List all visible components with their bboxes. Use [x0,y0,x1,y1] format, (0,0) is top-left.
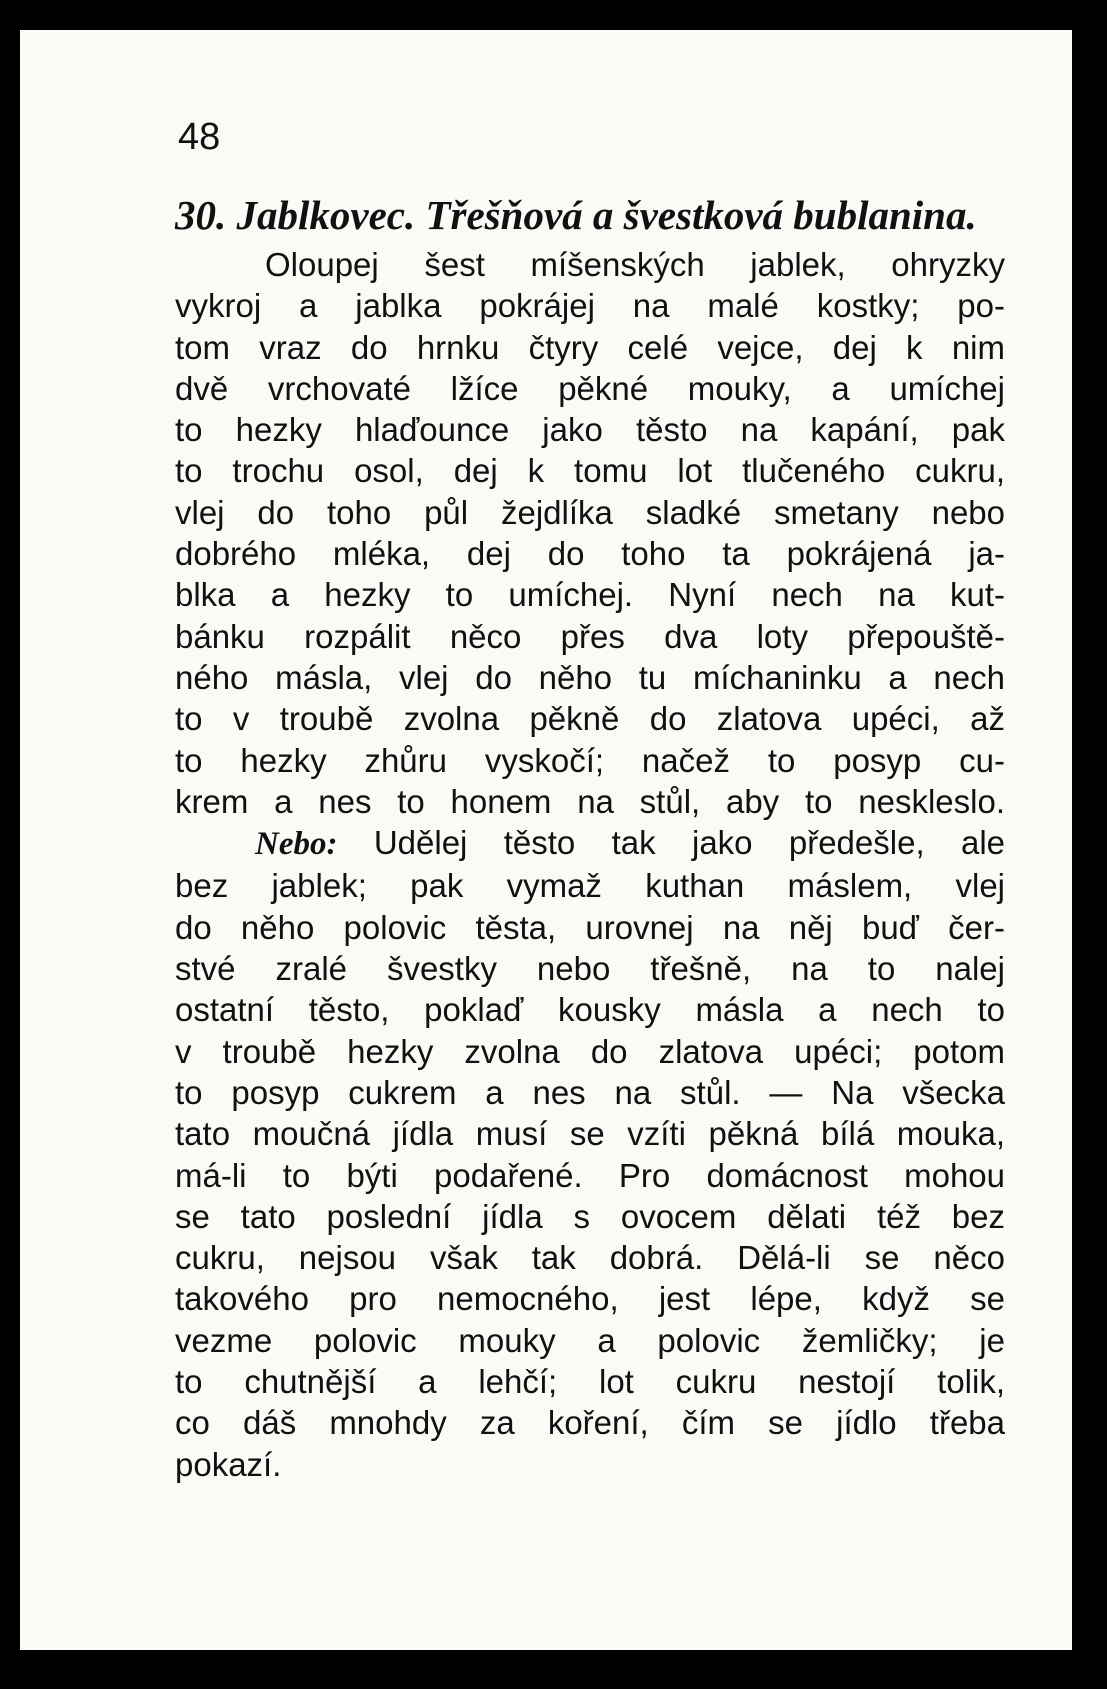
text-line: Oloupej šest míšenských jablek, ohryzky [265,246,1005,283]
text-line: krem a nes to honem na stůl, aby to neskleslo. [175,782,1005,820]
text-line: stvé zralé švestky nebo třešně, na to nalej [175,950,1005,988]
text-line: blka a hezky to umíchej. Nyní nech na kut- [175,576,1005,614]
text-line: co dáš mnohdy za koření, čím se jídlo třeba [175,1404,1005,1442]
text-line: dobrého mléka, dej do toho ta pokrájená ja- [175,535,1005,573]
nebo-label: Nebo: [255,826,338,863]
text-line: takového pro nemocného, jest lépe, když se [175,1280,1005,1318]
book-page [20,30,1072,1650]
text-line: vezme polovic mouky a polovic žemličky; je [175,1321,1005,1359]
text-line-last: pokazí. [175,1445,282,1483]
text-line: má-li to býti podařené. Pro domácnost mohou [175,1156,1005,1194]
nebo-line [175,822,1005,865]
text-line: v troubě hezky zvolna do zlatova upéci; potom [175,1032,1005,1070]
text-line: to trochu osol, dej k tomu lot tlučeného cukru, [175,452,1005,490]
text-line: bez jablek; pak vymaž kuthan máslem, vlej [175,867,1005,905]
text-line: to v troubě zvolna pěkně do zlatova upéci, až [175,700,1005,738]
text-line: tato moučná jídla musí se vzíti pěkná bílá mouka, [175,1115,1005,1153]
recipe-text [175,190,1005,1485]
recipe-title: 30. Jablkovec. Třešňová a švestková bublanina. [175,192,977,238]
text-line: to posyp cukrem a nes na stůl. — Na všecka [175,1073,1005,1111]
page-number: 48 [178,116,221,158]
text-line: vlej do toho půl žejdlíka sladké smetany nebo [175,493,1005,531]
text-line: ného másla, vlej do něho tu míchaninku a nech [175,658,1005,696]
text-line: dvě vrchovaté lžíce pěkné mouky, a umíchej [175,369,1005,407]
text-line: se tato poslední jídla s ovocem dělati též bez [175,1197,1005,1235]
text-line: tom vraz do hrnku čtyry celé vejce, dej k nim [175,328,1005,366]
text-line: bánku rozpálit něco přes dva loty přepouště- [175,617,1005,655]
text-line: vykroj a jablka pokrájej na malé kostky; po- [175,287,1005,325]
text-line: ostatní těsto, poklaď kousky másla a nech to [175,991,1005,1029]
nebo-text: Udělej těsto tak jako předešle, ale [373,824,1006,862]
text-line: to hezky hlaďounce jako těsto na kapání, pak [175,411,1005,449]
text-line: to chutnější a lehčí; lot cukru nestojí tolik, [175,1363,1005,1401]
text-line: do něho polovic těsta, urovnej na něj buď čer- [175,908,1005,946]
text-line: to hezky zhůru vyskočí; načež to posyp cu- [175,741,1005,779]
text-line: cukru, nejsou však tak dobrá. Dělá-li se něco [175,1239,1005,1277]
